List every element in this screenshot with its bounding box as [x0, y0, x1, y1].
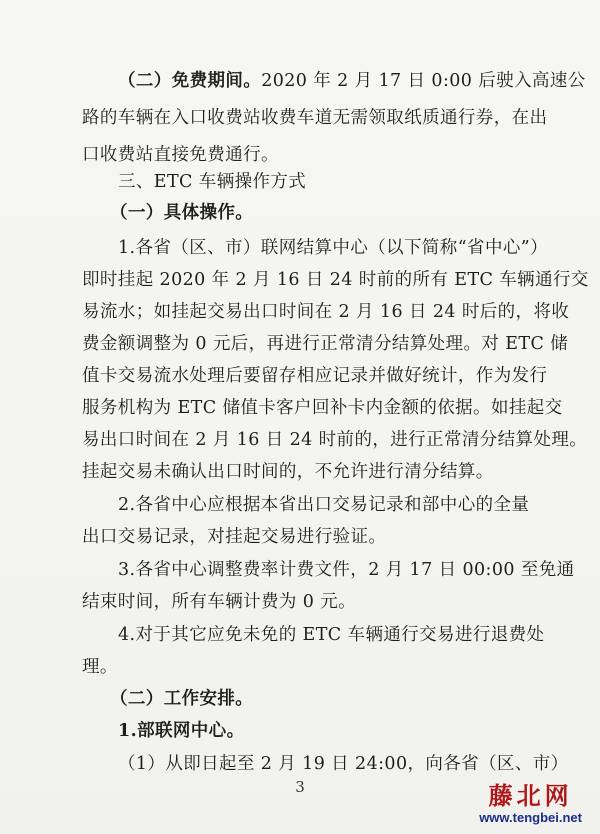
text-line: 易出口时间在 2 月 16 日 24 时前的，进行正常清分结算处理。 [82, 430, 588, 450]
watermark-logo: 藤北网 [488, 781, 573, 810]
text-line: 3.各省中心调整费率计费文件，2 月 17 日 00:00 至免通 [118, 560, 575, 580]
text-line: 值卡交易流水处理后要留存相应记录并做好统计，作为发行 [82, 366, 548, 386]
text-line: 费金额调整为 0 元后，再进行正常清分结算处理。对 ETC 储 [82, 334, 569, 354]
text-line: 4.对于其它应免未免的 ETC 车辆通行交易进行退费处 [118, 625, 545, 645]
subsection-heading-ministry-center: 1.部联网中心。 [118, 721, 245, 741]
page-number: 3 [295, 778, 305, 796]
subsection-heading-arrangement: （二）工作安排。 [110, 689, 254, 709]
section-heading-etc: 三、ETC 车辆操作方式 [118, 172, 307, 192]
text-line: 易流水；如挂起交易出口时间在 2 月 16 日 24 时后的，将收 [82, 302, 570, 322]
text-line: 路的车辆在入口收费站收费车道无需领取纸质通行券，在出 [82, 108, 548, 128]
text-line: 挂起交易未确认出口时间的，不允许进行清分结算。 [82, 462, 494, 482]
text-line: 结束时间，所有车辆计费为 0 元。 [82, 592, 357, 612]
text-line: 服务机构为 ETC 储值卡客户回补卡内金额的依据。如挂起交 [82, 398, 563, 418]
paragraph-free-period [118, 66, 586, 96]
text-line: （1）从即日起至 2 月 19 日 24:00，向各省（区、市） [118, 754, 569, 774]
watermark [479, 782, 582, 826]
subsection-heading-operation: （一）具体操作。 [110, 203, 254, 223]
free-period-text: 2020 年 2 月 17 日 0:00 后驶入高速公 [261, 71, 586, 91]
text-line: 即时挂起 2020 年 2 月 16 日 24 时前的所有 ETC 车辆通行交 [82, 270, 589, 290]
watermark-url: www.tengbei.net [479, 810, 582, 825]
text-line: 2.各省中心应根据本省出口交易记录和部中心的全量 [118, 495, 530, 515]
text-line: 出口交易记录，对挂起交易进行验证。 [82, 527, 387, 547]
text-line: 口收费站直接免费通行。 [82, 145, 279, 165]
text-line: 1.各省（区、市）联网结算中心（以下简称“省中心”） [118, 238, 548, 258]
text-line: 理。 [82, 657, 118, 677]
free-period-heading: （二）免费期间。 [118, 71, 262, 91]
